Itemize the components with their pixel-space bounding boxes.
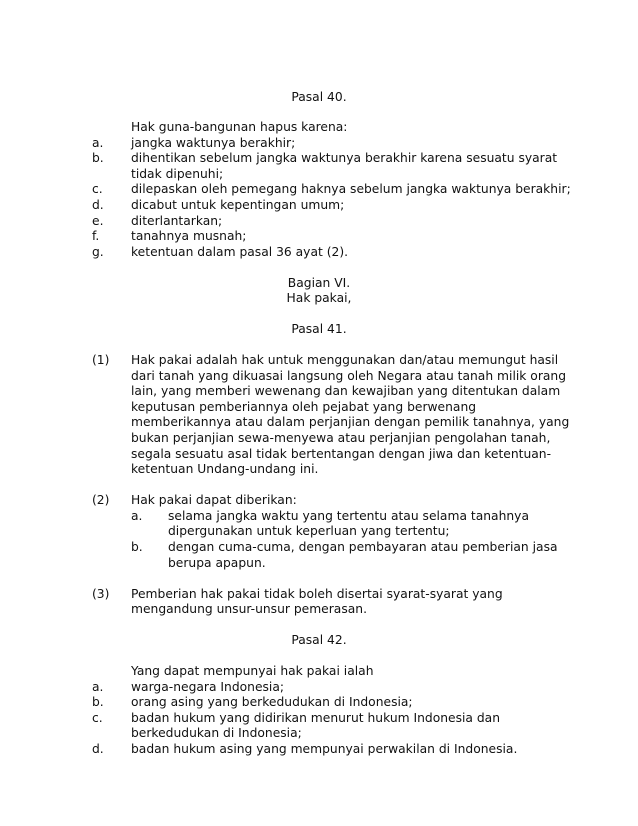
item-label: a. — [92, 680, 104, 694]
item-text: dilepaskan oleh pemegang haknya sebelum jangka waktunya berakhir; — [131, 182, 571, 196]
item-text: badan hukum asing yang mempunyai perwakilan di Indonesia. — [131, 742, 518, 756]
paragraph-line: dari tanah yang dikuasai langsung oleh Negara atau tanah milik orang — [131, 369, 567, 383]
paragraph-number: (1) — [92, 353, 110, 367]
paragraph-line: Hak pakai dapat diberikan: — [131, 493, 297, 507]
paragraph-line: keputusan pemberiannya oleh pejabat yang berwenang — [131, 400, 477, 414]
pasal-41-title: Pasal 41. — [291, 322, 347, 336]
paragraph-line: segala sesuatu asal tidak bertentangan dengan jiwa dan ketentuan- — [131, 447, 552, 461]
paragraph-number: (2) — [92, 493, 110, 507]
section-subheading: Hak pakai, — [286, 291, 352, 305]
item-text: jangka waktunya berakhir; — [131, 136, 296, 150]
paragraph-line: lain, yang memberi wewenang dan kewajiban yang ditentukan dalam — [131, 384, 561, 398]
item-label: b. — [131, 540, 143, 554]
paragraph-line: Hak pakai adalah hak untuk menggunakan dan/atau memungut hasil — [131, 353, 559, 367]
item-text: diterlantarkan; — [131, 214, 223, 228]
item-text: selama jangka waktu yang tertentu atau selama tanahnya — [168, 509, 529, 523]
item-text: dihentikan sebelum jangka waktunya berakhir karena sesuatu syarat — [131, 151, 558, 165]
section-heading: Bagian VI. — [287, 276, 351, 290]
pasal-42-intro: Yang dapat mempunyai hak pakai ialah — [131, 664, 374, 678]
item-text: tanahnya musnah; — [131, 229, 247, 243]
item-label: d. — [92, 198, 104, 212]
item-label: b. — [92, 695, 104, 709]
item-text: orang asing yang berkedudukan di Indonesia; — [131, 695, 413, 709]
paragraph-line: mengandung unsur-unsur pemerasan. — [131, 602, 367, 616]
item-label: e. — [92, 214, 104, 228]
paragraph-line: bukan perjanjian sewa-menyewa atau perjanjian pengolahan tanah, — [131, 431, 551, 445]
item-text: dipergunakan untuk keperluan yang tertentu; — [168, 524, 450, 538]
item-label: c. — [92, 182, 103, 196]
item-text: ketentuan dalam pasal 36 ayat (2). — [131, 245, 349, 259]
item-label: a. — [131, 509, 143, 523]
item-text: tidak dipenuhi; — [131, 167, 224, 181]
item-text: warga-negara Indonesia; — [131, 680, 285, 694]
item-label: g. — [92, 245, 104, 259]
item-text: berupa apapun. — [168, 556, 266, 570]
item-text: badan hukum yang didirikan menurut hukum Indonesia dan — [131, 711, 501, 725]
item-label: d. — [92, 742, 104, 756]
paragraph-line: ketentuan Undang-undang ini. — [131, 462, 319, 476]
paragraph-line: memberikannya atau dalam perjanjian dengan pemilik tanahnya, yang — [131, 415, 570, 429]
item-label: c. — [92, 711, 103, 725]
pasal-42-title: Pasal 42. — [291, 633, 347, 647]
pasal-40-intro: Hak guna-bangunan hapus karena: — [131, 120, 348, 134]
item-text: berkedudukan di Indonesia; — [131, 726, 302, 740]
pasal-40-title: Pasal 40. — [291, 90, 347, 104]
item-text: dicabut untuk kepentingan umum; — [131, 198, 345, 212]
item-text: dengan cuma-cuma, dengan pembayaran atau pemberian jasa — [168, 540, 558, 554]
item-label: f. — [92, 229, 100, 243]
item-label: a. — [92, 136, 104, 150]
paragraph-number: (3) — [92, 587, 110, 601]
paragraph-line: Pemberian hak pakai tidak boleh disertai syarat-syarat yang — [131, 587, 503, 601]
item-label: b. — [92, 151, 104, 165]
